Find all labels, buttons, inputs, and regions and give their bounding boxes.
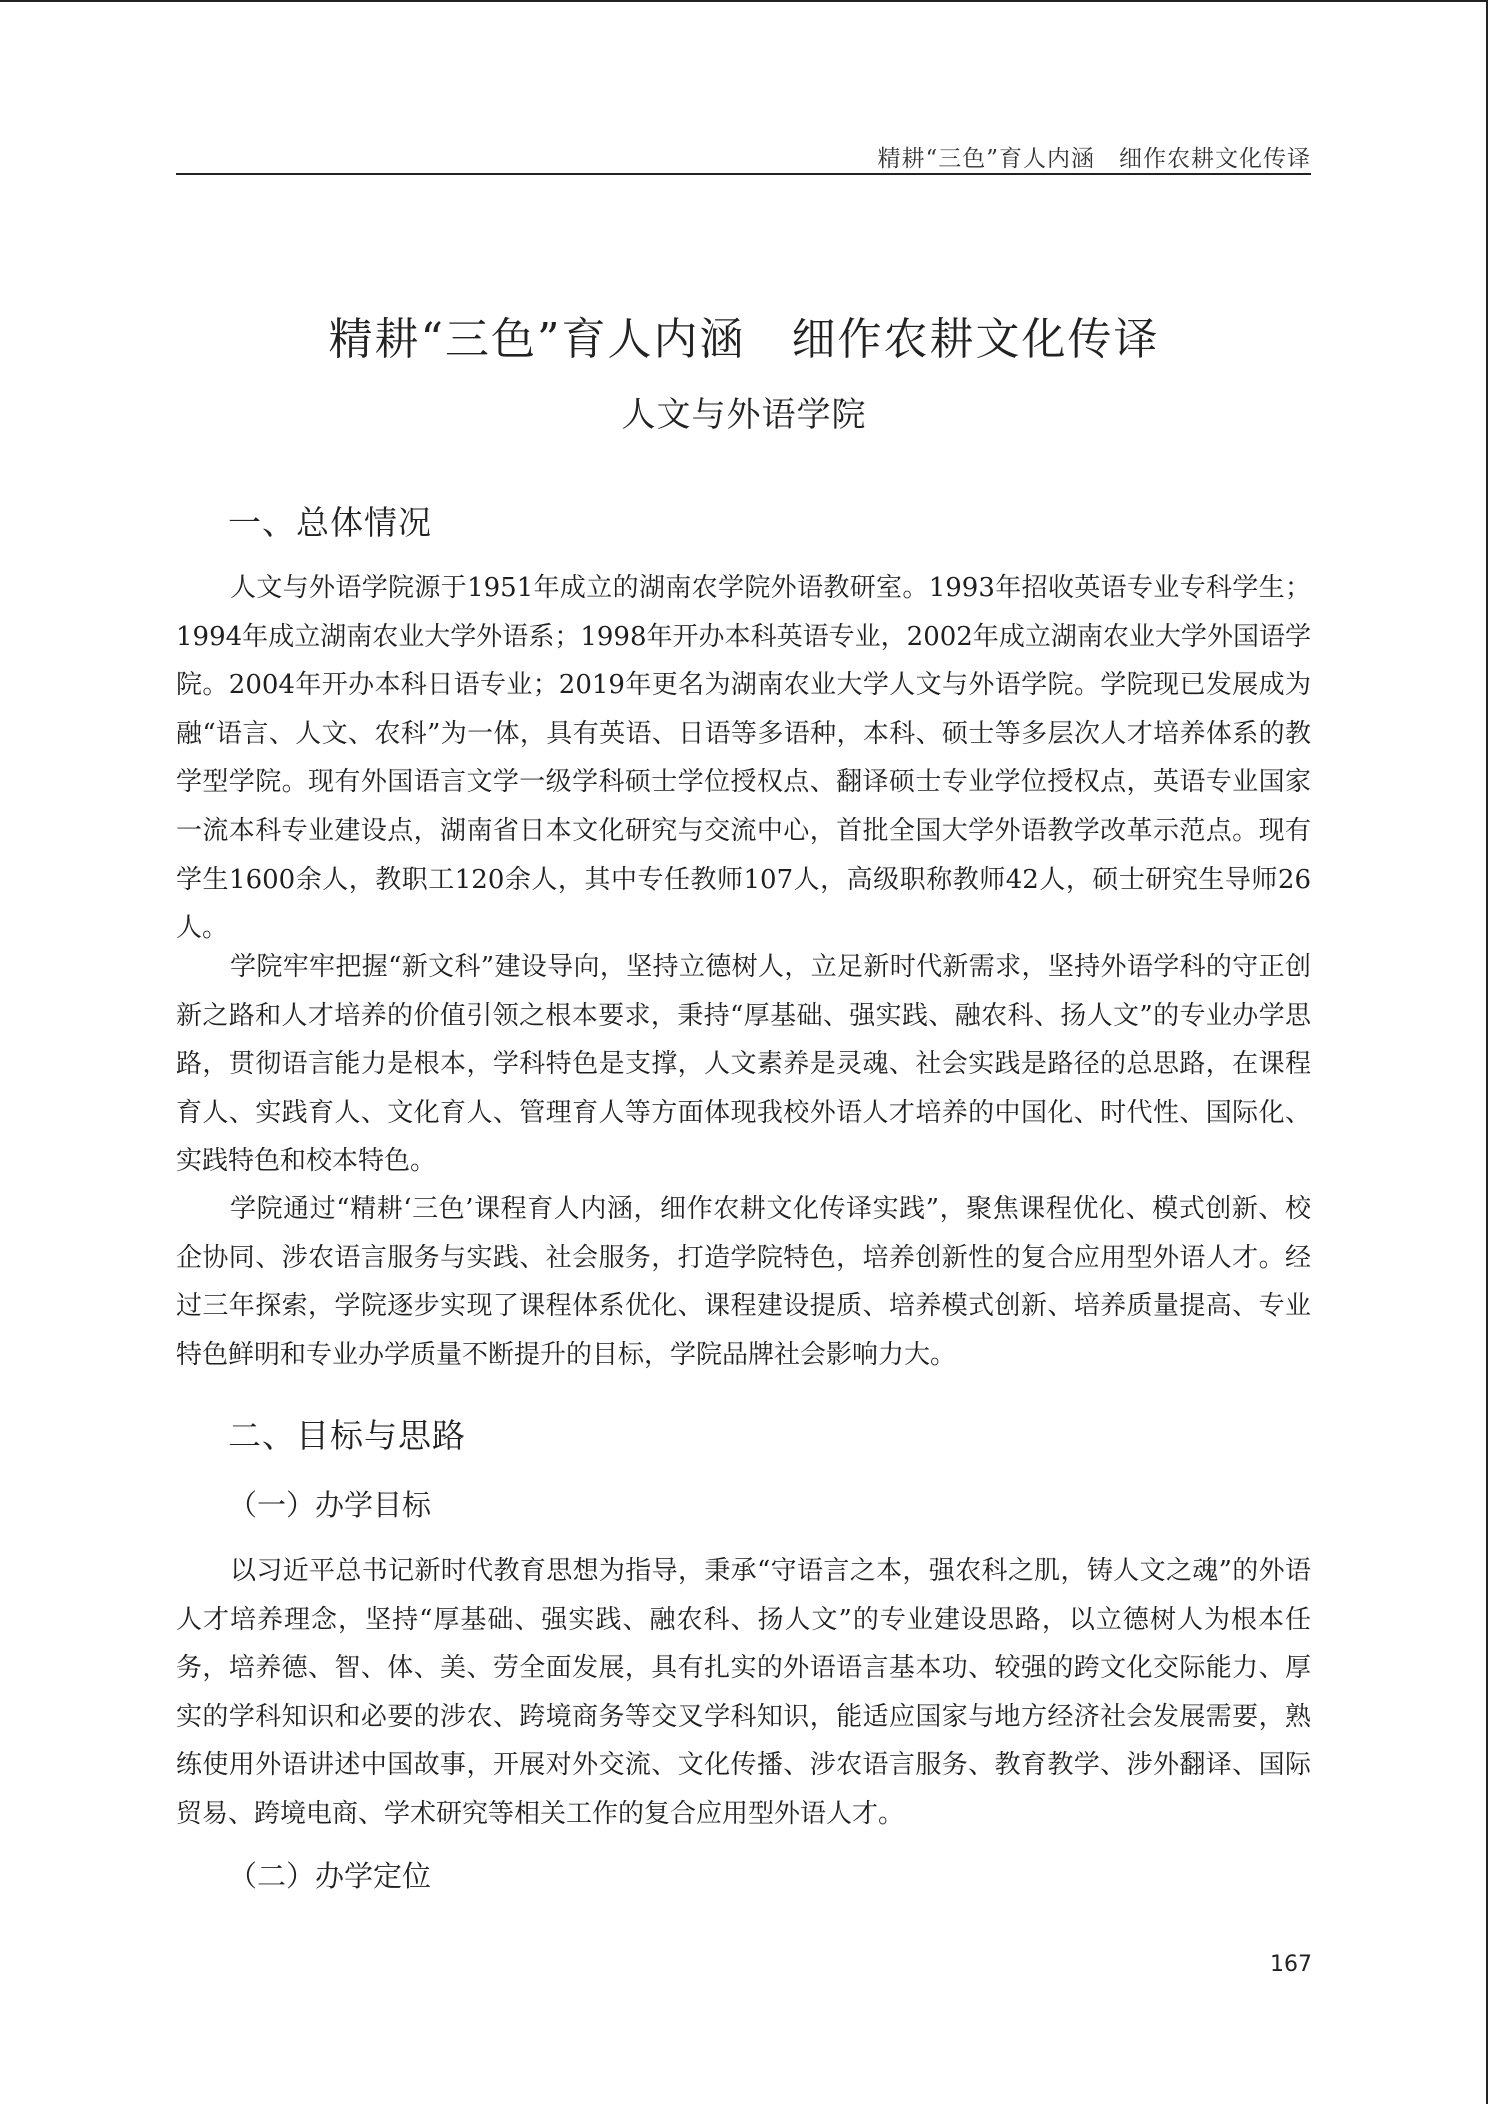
running-header: 精耕“三色”育人内涵 细作农耕文化传译	[877, 146, 1311, 172]
section-heading-overview: 一、总体情况	[228, 503, 432, 542]
paragraph-overview-practice: 学院通过“精耕‘三色’课程育人内涵，细作农耕文化传译实践”，聚焦课程优化、模式创新、校企协同、涉农语言服务与实践、社会服务，打造学院特色，培养创新性的复合应用型外语人才。经过三年探索，学院逐步实现了课程体系优化、课程建设提质、培养模式创新、培养质量提高、专业特色鲜明和专业办学质量不断提升的目标，学院品牌社会影响力大。	[176, 1194, 1311, 1370]
header-rule	[176, 173, 1311, 175]
page-subtitle: 人文与外语学院	[621, 395, 867, 435]
section-heading-goals: 二、目标与思路	[228, 1416, 466, 1455]
subheading-school-positioning: （二）办学定位	[228, 1859, 432, 1893]
paragraph-overview-philosophy: 学院牢牢把握“新文科”建设导向，坚持立德树人，立足新时代新需求，坚持外语学科的守正创新之路和人才培养的价值引领之根本要求，秉持“厚基础、强实践、融农科、扬人文”的专业办学思路，贯彻语言能力是根本，学科特色是支撑，人文素养是灵魂、社会实践是路径的总思路，在课程育人、实践育人、文化育人、管理育人等方面体现我校外语人才培养的中国化、时代性、国际化、实践特色和校本特色。	[176, 952, 1311, 1177]
page-title: 精耕“三色”育人内涵 细作农耕文化传译	[328, 314, 1160, 365]
page-number: 167	[1270, 1952, 1312, 1977]
paragraph-overview-history: 人文与外语学院源于1951年成立的湖南农学院外语教研室。1993年招收英语专业专科学生；1994年成立湖南农业大学外语系；1998年开办本科英语专业，2002年成立湖南农业大学外国语学院。2004年开办本科日语专业；2019年更名为湖南农业大学人文与外语学院。学院现已发展成为融“语言、人文、农科”为一体，具有英语、日语等多语种，本科、硕士等多层次人才培养体系的教学型学院。现有外国语言文学一级学科硕士学位授权点、翻译硕士专业学位授权点，英语专业国家一流本科专业建设点，湖南省日本文化研究与交流中心，首批全国大学外语教学改革示范点。现有学生1600余人，教职工120余人，其中专任教师107人，高级职称教师42人，硕士研究生导师26人。	[176, 573, 1311, 944]
paragraph-school-goal: 以习近平总书记新时代教育思想为指导，秉承“守语言之本，强农科之肌，铸人文之魂”的外语人才培养理念，坚持“厚基础、强实践、融农科、扬人文”的专业建设思路，以立德树人为根本任务，培养德、智、体、美、劳全面发展，具有扎实的外语语言基本功、较强的跨文化交际能力、厚实的学科知识和必要的涉农、跨境商务等交叉学科知识，能适应国家与地方经济社会发展需要，熟练使用外语讲述中国故事，开展对外交流、文化传播、涉农语言服务、教育教学、涉外翻译、国际贸易、跨境电商、学术研究等相关工作的复合应用型外语人才。	[176, 1556, 1311, 1829]
subheading-school-goal: （一）办学目标	[228, 1488, 432, 1522]
